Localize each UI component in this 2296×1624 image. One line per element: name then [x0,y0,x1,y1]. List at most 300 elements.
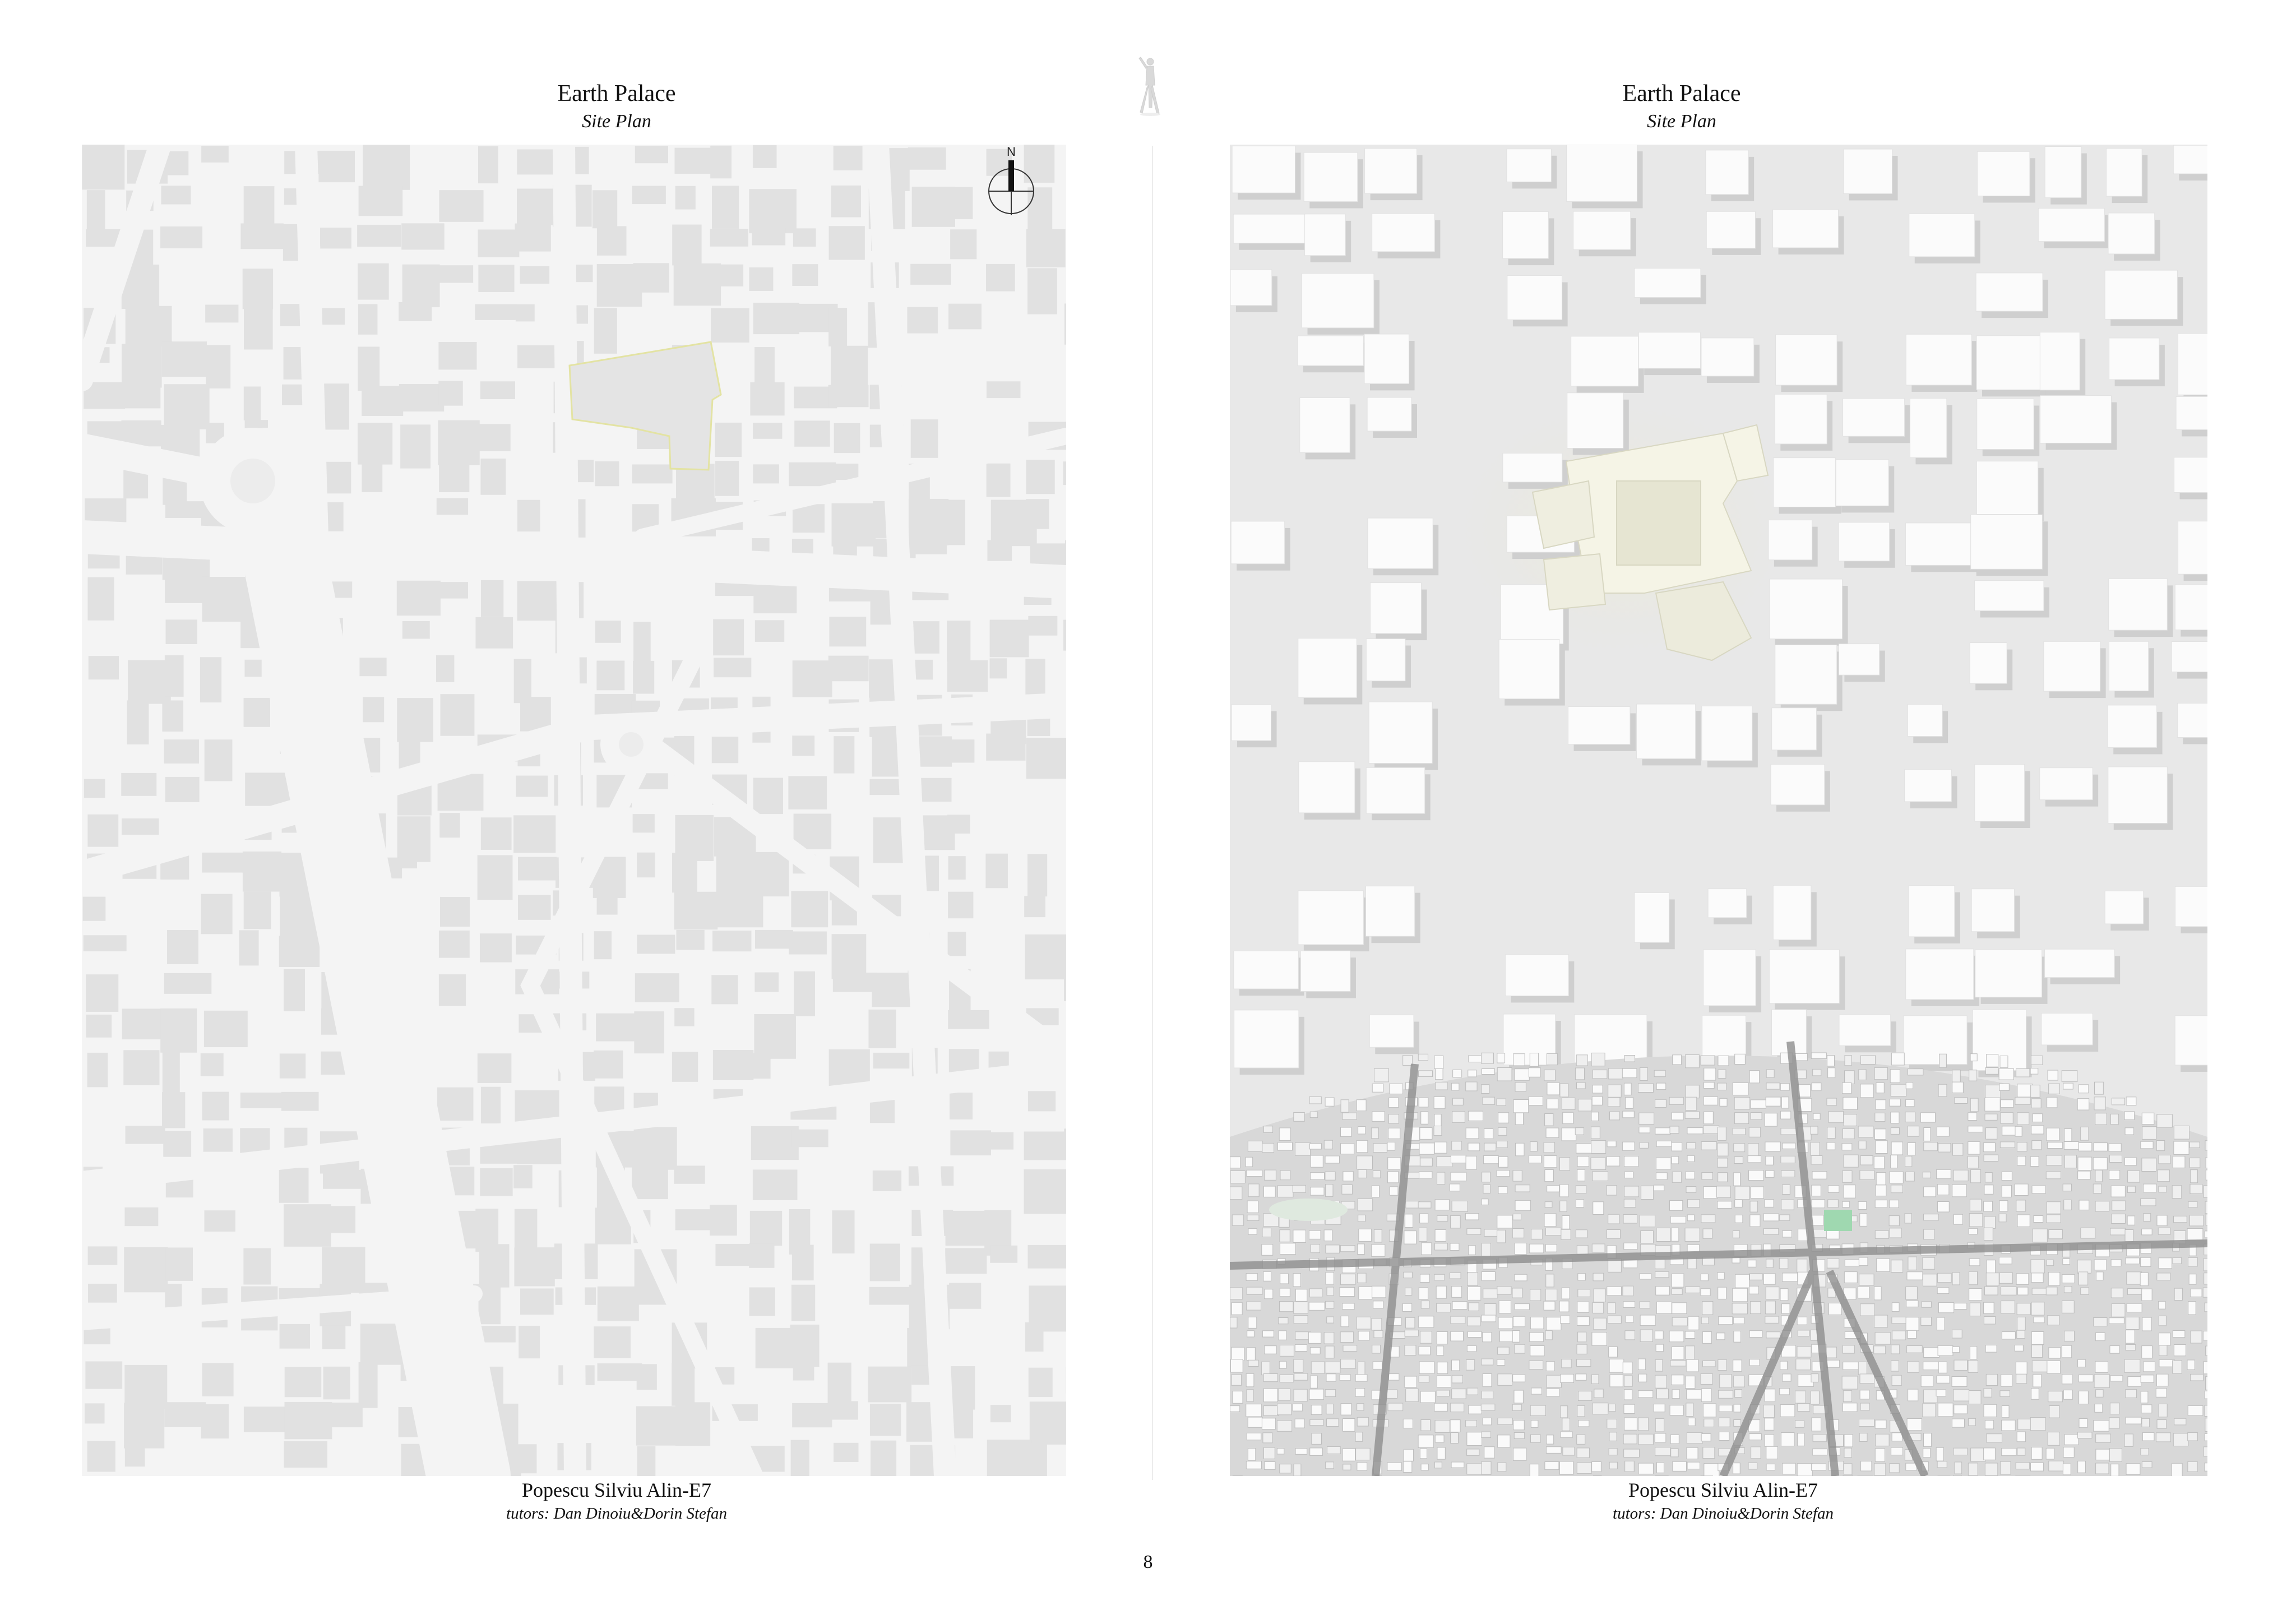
dense-city-building [1437,1331,1447,1344]
dense-city-building [1513,1448,1526,1460]
model-building [1976,273,2043,311]
dense-city-building [1843,1475,1852,1476]
dense-city-building [1325,1362,1340,1373]
dense-city-building [1577,1082,1586,1089]
dense-city-building [1578,1391,1592,1401]
dense-city-building [1546,1361,1554,1371]
dense-city-building [1968,1126,1983,1132]
dense-city-building [2018,1287,2028,1295]
map-building-block [279,936,320,967]
model-building [2172,642,2207,672]
dense-city-building [1420,1331,1432,1343]
dense-city-building [2173,1433,2188,1446]
dense-city-building [2081,1288,2089,1294]
map-building-block [1028,616,1057,636]
dense-city-building [1906,1301,1918,1307]
dense-city-building [1654,1404,1665,1412]
dense-city-building [1639,1113,1654,1124]
map-building-block [160,226,202,248]
dense-city-building [2110,1449,2122,1462]
map-building-block [987,464,1011,497]
dense-city-building [1656,1158,1670,1169]
dense-city-building [1577,1169,1585,1181]
dense-city-building [2015,1126,2022,1136]
map-building-block [401,223,444,249]
dense-city-building [1842,1376,1858,1389]
dense-city-building [1859,1141,1866,1149]
dense-city-building [1625,1461,1635,1472]
dense-city-building [1484,1129,1493,1139]
map-building-block [240,1093,286,1108]
dense-city-building [1843,1128,1854,1139]
dense-city-building [1265,1170,1276,1180]
map-building-block [834,146,863,170]
model-building [2178,334,2207,395]
map-building-block [244,387,261,420]
dense-city-building [1624,1083,1631,1095]
dense-city-building [2031,1126,2044,1134]
map-building-block [595,461,619,486]
dense-city-building [1246,1404,1262,1417]
dense-city-building [2126,1464,2140,1475]
dense-city-building [1672,1303,1687,1313]
dense-city-building [1450,1403,1464,1412]
map-building-block [792,264,818,286]
model-building [1975,765,2025,821]
dense-city-building [2047,1097,2057,1108]
dense-city-building [1452,1201,1468,1211]
dense-city-building [1374,1068,1388,1082]
dense-city-building [1623,1214,1637,1223]
dense-city-building [1718,1287,1726,1299]
dense-city-building [1467,1388,1478,1395]
dense-city-building [1844,1435,1853,1447]
map-building-block [908,147,946,170]
dense-city-building [1624,1404,1635,1413]
dense-city-building [1702,1361,1715,1366]
dense-city-building [1701,1317,1709,1324]
dense-city-building [1247,1302,1261,1310]
map-building-block [85,1362,122,1389]
map-building-block [793,1361,814,1380]
dense-city-building [1343,1113,1357,1119]
map-building-block [637,1446,656,1476]
right-page-subtitle: Site Plan [1647,111,1716,132]
model-building [1702,706,1752,761]
dense-city-building [1546,1274,1554,1287]
dense-city-building [1843,1201,1850,1207]
dense-city-building [2079,1272,2087,1285]
map-building-block [749,267,773,291]
dense-city-building [2048,1391,2062,1402]
dense-city-building [2159,1301,2165,1309]
dense-city-building [1515,1069,1529,1081]
map-building-block [165,1247,193,1281]
dense-city-building [1735,1274,1749,1288]
dense-city-building [1576,1374,1586,1380]
dense-city-building [1623,1111,1634,1118]
dense-city-building [1656,1141,1672,1146]
dense-city-building [1576,1230,1587,1238]
dense-city-building [1891,1447,1903,1455]
map-building-block [987,540,1012,561]
dense-city-building [1687,1447,1698,1459]
dense-city-building [1686,1054,1700,1067]
map-building-block [990,658,1007,678]
dense-city-building [2032,1361,2047,1372]
model-building [1976,461,2038,515]
map-building-block [201,1404,228,1438]
map-building-block [828,1363,851,1408]
dense-city-building [1891,1053,1904,1065]
map-building-block [753,464,779,483]
model-building [2040,768,2093,800]
dense-city-building [1309,1230,1321,1239]
dense-city-building [1311,1362,1325,1373]
map-building-block [86,1015,112,1038]
map-building-block [518,857,557,881]
map-building-block [164,739,199,764]
dense-city-building [1968,1360,1978,1372]
map-building-block [1025,934,1066,979]
dense-city-building [1357,1463,1367,1470]
dense-city-building [1734,1331,1741,1342]
map-building-block [753,582,797,613]
dense-city-building [1295,1142,1311,1155]
dense-city-building [1592,1461,1601,1472]
dense-city-building [2094,1143,2108,1151]
dense-city-building [2047,1202,2061,1214]
model-building [2177,703,2207,737]
dense-city-building [1748,1156,1761,1163]
dense-city-building [1265,1462,1275,1470]
dense-city-building [2017,1113,2029,1125]
dense-city-building [1515,1274,1527,1281]
dense-city-building [1559,1158,1570,1170]
dense-city-building [1937,1376,1950,1383]
dense-city-building [1795,1421,1804,1427]
dense-city-building [1545,1170,1554,1182]
dense-city-building [2048,1432,2059,1446]
dense-city-building [1577,1344,1587,1354]
dense-city-building [1827,1127,1836,1139]
dense-city-building [1607,1186,1617,1195]
dense-city-building [2128,1377,2141,1387]
dense-city-building [1609,1404,1615,1412]
dense-city-building [2094,1260,2107,1270]
dense-city-building [1230,1288,1242,1299]
map-building-block [164,384,209,429]
dense-city-building [1985,1085,2001,1098]
map-building-block [86,974,118,1012]
dense-city-building [1404,1231,1417,1244]
dense-city-building [1277,1421,1292,1431]
dense-city-building [1892,1317,1907,1323]
dense-city-building [1593,1070,1607,1079]
map-building-block [1027,854,1047,897]
dense-city-building [2002,1332,2015,1339]
dense-city-building [2205,1201,2207,1214]
dense-city-building [1952,1082,1964,1093]
dense-city-building [1450,1243,1459,1250]
dense-city-building [1844,1464,1852,1475]
dense-city-building [2033,1375,2042,1387]
dense-city-building [1656,1228,1670,1242]
model-building [2108,213,2155,254]
dense-city-building [1482,1391,1493,1399]
dense-city-building [1861,1461,1872,1471]
dense-city-building [2173,1331,2185,1338]
dense-city-building [1922,1302,1931,1307]
dense-city-building [1891,1142,1902,1155]
dense-city-building [1453,1070,1462,1077]
dense-city-building [1640,1330,1652,1341]
dense-city-building [1905,1214,1911,1223]
map-building-block [753,778,783,814]
dense-city-building [1484,1447,1494,1458]
dense-city-building [1530,1289,1541,1301]
map-building-block [319,1206,356,1233]
dense-city-building [2031,1331,2044,1344]
model-building [1298,336,1364,365]
map-building-block [752,852,789,896]
dense-city-building [1638,1418,1648,1431]
dense-city-building [1293,1185,1306,1192]
dense-city-building [1512,1288,1522,1298]
dense-city-building [1247,1348,1255,1361]
dense-city-building [1843,1403,1857,1412]
dense-city-building [1766,1156,1774,1165]
dense-city-building [1247,1331,1255,1337]
dense-city-building [2109,1418,2119,1428]
map-building-block [239,930,258,965]
dense-city-building [1936,1447,1943,1461]
dense-city-building [2017,1142,2027,1151]
dense-city-building [1766,1287,1779,1299]
dense-city-building [1341,1316,1349,1327]
dense-city-building [1437,1390,1449,1396]
model-building [2108,767,2168,823]
dense-city-building [1843,1097,1858,1109]
dense-city-building [1484,1155,1499,1163]
dense-city-building [1230,1187,1242,1200]
dense-city-building [1938,1143,1951,1152]
dense-city-building [1246,1157,1252,1167]
dense-city-building [1560,1201,1567,1211]
dense-city-building [1986,1273,1999,1286]
dense-city-building [1230,1171,1245,1183]
model-building [2176,396,2207,429]
dense-city-building [1985,1345,1997,1353]
dense-city-building [1608,1085,1621,1097]
dense-city-building [2062,1374,2072,1384]
map-building-block [85,1403,104,1423]
dense-city-building [1593,1202,1604,1215]
dense-city-building [1702,1172,1712,1179]
dense-city-building [1781,1433,1794,1446]
dense-city-building [1233,1391,1243,1404]
dense-city-building [1421,1419,1431,1431]
dense-city-building [2159,1359,2174,1367]
dense-city-building [1450,1184,1460,1191]
dense-city-building [1686,1346,1695,1359]
dense-city-building [1531,1229,1543,1239]
dense-city-building [1358,1199,1372,1211]
dense-city-building [1482,1271,1495,1280]
dense-city-building [1531,1388,1542,1394]
dense-city-building [1232,1215,1243,1225]
dense-city-building [1623,1362,1632,1374]
dense-city-building [1560,1185,1568,1197]
model-building [1906,334,1971,385]
dense-city-building [1781,1200,1794,1210]
dense-city-building [1735,1390,1742,1398]
dense-city-building [1860,1390,1869,1399]
dense-city-building [1405,1214,1413,1228]
dense-city-building [2111,1260,2121,1266]
dense-city-building [1482,1461,1491,1474]
map-building-block [749,1243,774,1268]
dense-city-building [1891,1361,1899,1371]
dense-city-building [1516,1143,1524,1156]
dense-city-building [2095,1332,2105,1340]
dense-city-building [1908,1142,1915,1155]
map-building-block [950,1130,990,1155]
dense-city-building [1294,1373,1308,1380]
dense-city-building [1357,1404,1364,1410]
dense-city-building [1403,1419,1413,1428]
page-divider [1152,146,1153,1480]
map-building-block [674,892,718,929]
dense-city-building [1876,1185,1886,1196]
map-building-block [948,856,966,880]
dense-city-building [1686,1376,1695,1389]
dense-city-building [1419,1071,1433,1077]
dense-city-building [2126,1097,2136,1105]
model-building [1507,276,1562,320]
map-building-block [514,659,531,703]
map-building-block [1024,1443,1047,1476]
dense-city-building [1419,1376,1429,1382]
map-building-block [244,186,275,226]
dense-city-building [1607,1230,1621,1239]
dense-city-building [1624,1056,1635,1062]
dense-city-building [1513,1054,1525,1066]
dense-city-building [2064,1435,2079,1445]
map-building-block [1027,268,1057,314]
dense-city-building [1638,1084,1653,1092]
map-building-block [633,814,655,832]
dense-city-building [1735,1054,1746,1064]
left-page-title: Earth Palace [557,81,676,107]
dense-city-building [1359,1287,1372,1299]
map-building-block [438,420,479,465]
dense-city-building [1530,1317,1543,1329]
dense-city-building [1859,1070,1866,1080]
dense-city-building [2109,1155,2122,1163]
dense-city-building [1812,1185,1821,1196]
map-building-block [598,1363,642,1381]
dense-city-building [1437,1346,1444,1355]
model-building [1369,1015,1414,1048]
dense-city-building [2188,1201,2197,1207]
dense-city-building [1874,1463,1886,1475]
dense-city-building [1468,1287,1480,1300]
dense-city-building [1308,1332,1321,1343]
dense-city-building [1876,1173,1886,1185]
dense-city-building [1924,1229,1934,1239]
dense-city-building [1608,1303,1615,1313]
dense-city-building [1277,1186,1293,1197]
map-building-block [1026,460,1055,494]
dense-city-building [1624,1376,1632,1386]
dense-city-building [1765,1113,1777,1126]
dense-city-building [1718,1173,1728,1182]
dense-city-building [1591,1112,1599,1121]
model-building [1976,336,2044,390]
map-building-block [126,306,172,346]
dense-city-building [2001,1100,2013,1108]
dense-city-building [1876,1082,1884,1093]
dense-city-building [1766,1259,1774,1267]
dense-city-building [1325,1172,1335,1180]
dense-city-building [1265,1289,1273,1299]
dense-city-building [1829,1111,1843,1122]
dense-city-building [1671,1228,1678,1241]
dense-city-building [1924,1214,1939,1220]
dense-city-building [1469,1246,1475,1255]
dense-city-building [1608,1068,1623,1079]
model-building [1775,645,1837,704]
dense-city-building [1559,1461,1573,1474]
dense-city-building [1670,1216,1686,1223]
map-building-block [829,617,866,646]
dense-city-building [1720,1375,1732,1388]
map-building-block [792,1245,814,1280]
dense-city-building [1483,1097,1494,1104]
dense-city-building [1921,1317,1932,1326]
dense-city-building [1797,1317,1807,1325]
dense-city-building [1718,1127,1726,1141]
dense-city-building [1749,1170,1764,1181]
dense-city-building [1685,1331,1695,1339]
dense-city-building [1372,1084,1383,1092]
dense-city-building [1280,1230,1290,1242]
map-building-block [513,1165,533,1188]
dense-city-building [1515,1113,1523,1125]
dense-city-building [1547,1186,1559,1192]
dense-city-building [1845,1260,1860,1266]
dense-city-building [1624,1156,1638,1167]
map-building-block [123,385,161,409]
map-building-block [990,620,1029,658]
model-building [1977,399,2034,450]
dense-city-building [1891,1345,1900,1354]
dense-city-building [2064,1129,2072,1141]
dense-city-building [2188,1405,2203,1415]
dense-city-building [1984,1185,1993,1194]
dense-city-building [1987,1054,1998,1067]
model-building [2175,886,2208,927]
dense-city-building [1827,1360,1840,1367]
map-building-block [868,1367,912,1403]
map-building-block [672,225,701,266]
map-building-block [202,1363,234,1396]
dense-city-building [1607,1156,1619,1166]
model-building [1300,397,1350,452]
dense-city-building [1938,1084,1947,1096]
dense-city-building [1468,1070,1476,1077]
